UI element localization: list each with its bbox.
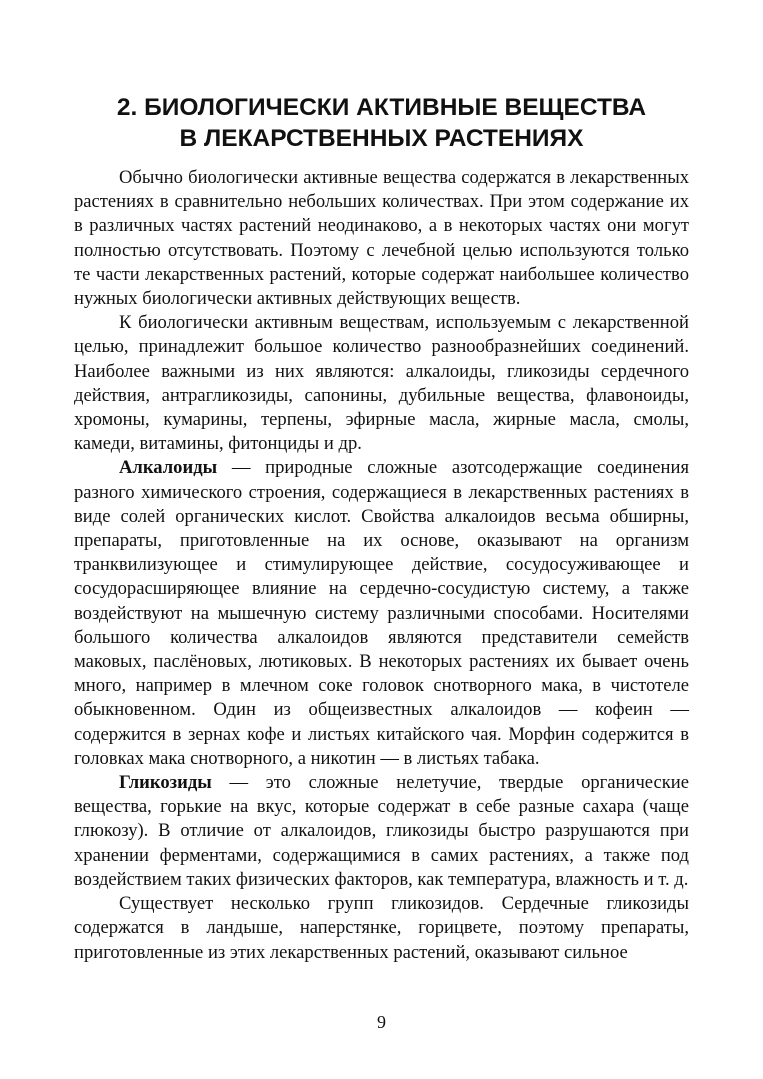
chapter-heading-line-1: 2. БИОЛОГИЧЕСКИ АКТИВНЫЕ ВЕЩЕСТВА xyxy=(116,94,647,121)
paragraph-glycosides-text: — это сложные нелетучие, твердые органические вещества, горькие на вкус, которые содержат в себе разные сахара (чаще глюкозу). В отличие от алкалоидов, гликозиды быстро разрушаются при хранении ферментами, содержащимися в самих растениях, а также под воздействием таких физических факторов, как температура, влажность и т. д. xyxy=(74,772,689,890)
chapter-heading-line-2: В ЛЕКАРСТВЕННЫХ РАСТЕНИЯХ xyxy=(179,125,584,152)
paragraph-substances-list: К биологически активным веществам, используемым с лекарственной целью, принадлежит большое количество разнообразнейших соединений. Наиболее важными из них являются: алкалоиды, гликозиды сердечного действия, антрагликозиды, сапонины, дубильные вещества, флавоноиды, хромоны, кумарины, терпены, эфирные масла, жирные масла, смолы, камеди, витамины, фитонциды и др. xyxy=(74,312,689,455)
page-number: 9 xyxy=(377,1012,386,1032)
paragraph-alkaloids-text: — природные сложные азотсодержащие соединения разного химического строения, содержащиеся в лекарственных растениях в виде солей органических кислот. Свойства алкалоидов весьма обширны, препараты, приготовленные на их основе, оказывают на организм транквилизующее и стимулирующее действие, сосудосуживающее и сосудорасширяющее влияние на сердечно-сосудистую систему, а также воздействуют на мышечную систему различными способами. Носителями большого количества алкалоидов являются представители семейств маковых, паслёновых, лютиковых. В некоторых растениях их бывает очень много, например в млечном соке головок снотворного мака, в чистотеле обыкновенном. Один из общеизвестных алкалоидов — кофеин — содержится в зернах кофе и листьях китайского чая. Морфин содержится в головках мака снотворного, а никотин — в листьях табака. xyxy=(74,457,689,769)
paragraph-glycoside-groups: Существует несколько групп гликозидов. Сердечные гликозиды содержатся в ландыше, наперстянке, горицвете, поэтому препараты, приготовленные из этих лекарственных растений, оказывают сильное xyxy=(74,893,689,963)
paragraph-intro: Обычно биологически активные вещества содержатся в лекарственных растениях в сравнительно небольших количествах. При этом содержание их в различных частях растений неодинаково, а в некоторых частях они могут полностью отсутствовать. Поэтому с лечебной целью используются только те части лекарственных растений, которые содержат наибольшее количество нужных биологически активных действующих веществ. xyxy=(74,167,689,310)
term-glycosides: Гликозиды xyxy=(119,772,212,794)
paragraph-glycosides xyxy=(74,771,689,892)
chapter-heading xyxy=(60,92,703,154)
paragraph-alkaloids xyxy=(74,456,689,771)
term-alkaloids: Алкалоиды xyxy=(119,457,218,479)
body-text xyxy=(74,166,689,965)
